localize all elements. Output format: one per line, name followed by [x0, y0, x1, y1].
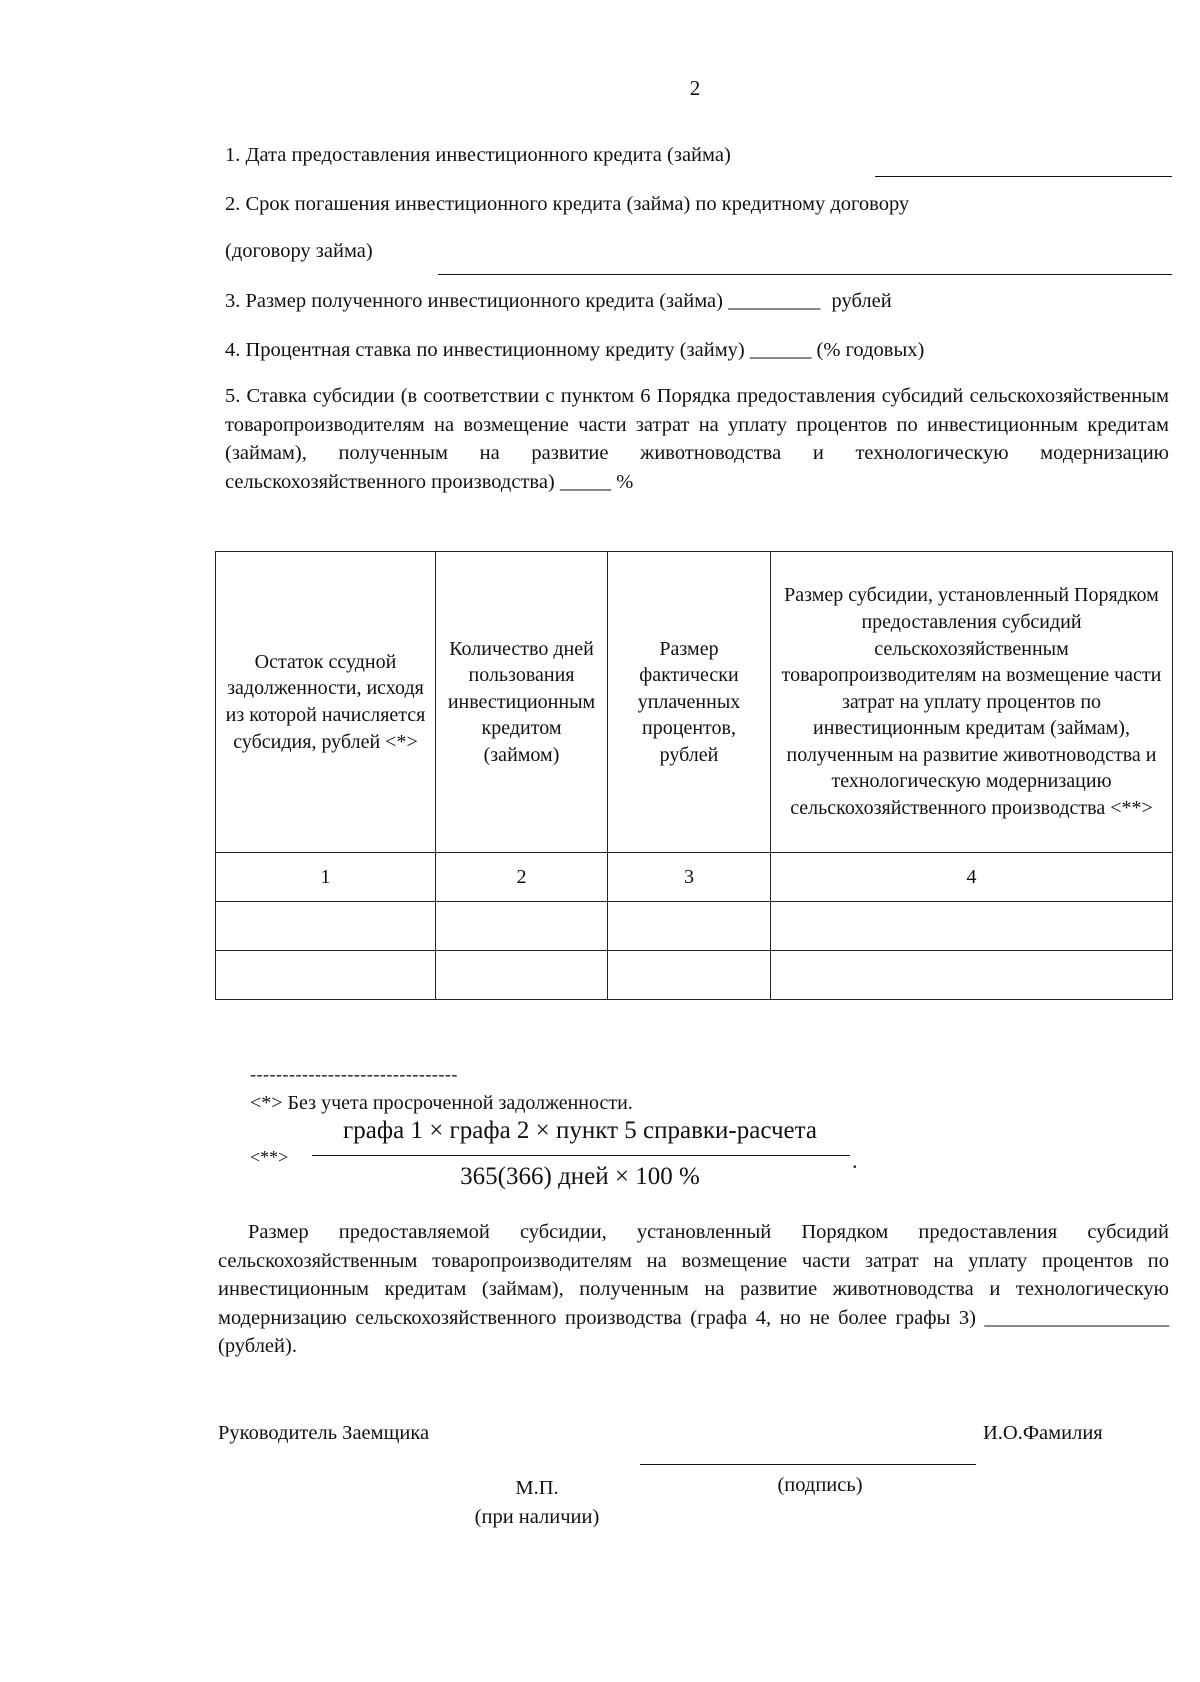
table-column-numbers-row — [216, 853, 1173, 902]
stamp-place — [460, 1474, 614, 1531]
table-cell — [216, 902, 436, 951]
item3-unit: рублей — [831, 290, 892, 312]
table-cell — [608, 902, 771, 951]
table-cell — [608, 951, 771, 1000]
table-cell — [436, 951, 608, 1000]
stamp-note: (при наличии) — [474, 1505, 600, 1528]
footnote-1: <*> Без учета просроченной задолженности. — [250, 1092, 633, 1114]
field-item-1: 1. Дата предоставления инвестиционного кредита (займа) — [225, 144, 731, 166]
item3-text: 3. Размер полученного инвестиционного кредита (займа) _________ — [225, 290, 821, 312]
footnote-2-label: <**> — [250, 1147, 289, 1167]
table-cell — [436, 902, 608, 951]
formula-denominator: 365(366) дней × 100 % — [460, 1163, 700, 1190]
table-cell — [771, 951, 1173, 1000]
field-item-2-line1: 2. Срок погашения инвестиционного кредита (займа) по кредитному договору — [225, 193, 910, 215]
page-number: 2 — [689, 76, 701, 100]
formula-numerator: графа 1 × графа 2 × пункт 5 справки-расчета — [343, 1117, 817, 1144]
signature-left-label: Руководитель Заемщика — [218, 1422, 430, 1444]
subsidy-table — [215, 551, 1173, 1000]
signature-line — [640, 1464, 976, 1465]
formula-end: . — [852, 1148, 858, 1173]
table-header-cell: Количество дней пользования инвестиционным кредитом (займом) — [436, 552, 608, 853]
stamp-label: М.П. — [515, 1477, 559, 1499]
table-row — [216, 951, 1173, 1000]
table-column-number: 2 — [436, 853, 608, 902]
item1-underline — [875, 176, 1172, 177]
formula-fraction-bar — [312, 1155, 850, 1156]
table-header-cell: Остаток ссудной задолженности, исходя из которой начисляется субсидия, рублей <*> — [216, 552, 436, 853]
field-item-4: 4. Процентная ставка по инвестиционному кредиту (займу) ______ (% годовых) — [225, 339, 925, 361]
table-row — [216, 902, 1173, 951]
table-header-cell: Размер субсидии, установленный Порядком предоставления субсидий сельскохозяйственным товаропроизводителям на возмещение части затрат на уплату процентов по инвестиционным кредитам (займам), полученным на развитие животноводства и технологическую модернизацию сельскохозяйственного производства <**> — [771, 552, 1173, 853]
field-item-5: 5. Ставка субсидии (в соответствии с пунктом 6 Порядка предоставления субсидий сельскохозяйственным товаропроизводителям на возмещение части затрат на уплату процентов по инвестиционным кредитам (займам), полученным на развитие животноводства и технологическую модернизацию сельскохозяйственного производства) _____ % — [225, 385, 1169, 493]
table-header-cell: Размер фактически уплаченных процентов, рублей — [608, 552, 771, 853]
signature-right-label: И.О.Фамилия — [983, 1422, 1103, 1444]
field-item-3 — [225, 289, 892, 313]
table-column-number: 1 — [216, 853, 436, 902]
table-column-number: 3 — [608, 853, 771, 902]
table-cell — [216, 951, 436, 1000]
table-header-row — [216, 552, 1173, 853]
table-column-number: 4 — [771, 853, 1173, 902]
table-cell — [771, 902, 1173, 951]
summary-paragraph: Размер предоставляемой субсидии, установленный Порядком предоставления субсидий сельскохозяйственным товаропроизводителям на возмещение части затрат на уплату процентов по инвестиционным кредитам (займам), полученным на развитие животноводства и технологическую модернизацию сельскохозяйственного производства (графа 4, но не более графы 3) __________________ (рублей). — [218, 1221, 1169, 1357]
item2-underline — [438, 274, 1172, 275]
field-item-2-line2: (договору займа) — [225, 240, 373, 262]
footnote-separator: -------------------------------- — [250, 1064, 458, 1084]
signature-caption: (подпись) — [777, 1474, 863, 1496]
